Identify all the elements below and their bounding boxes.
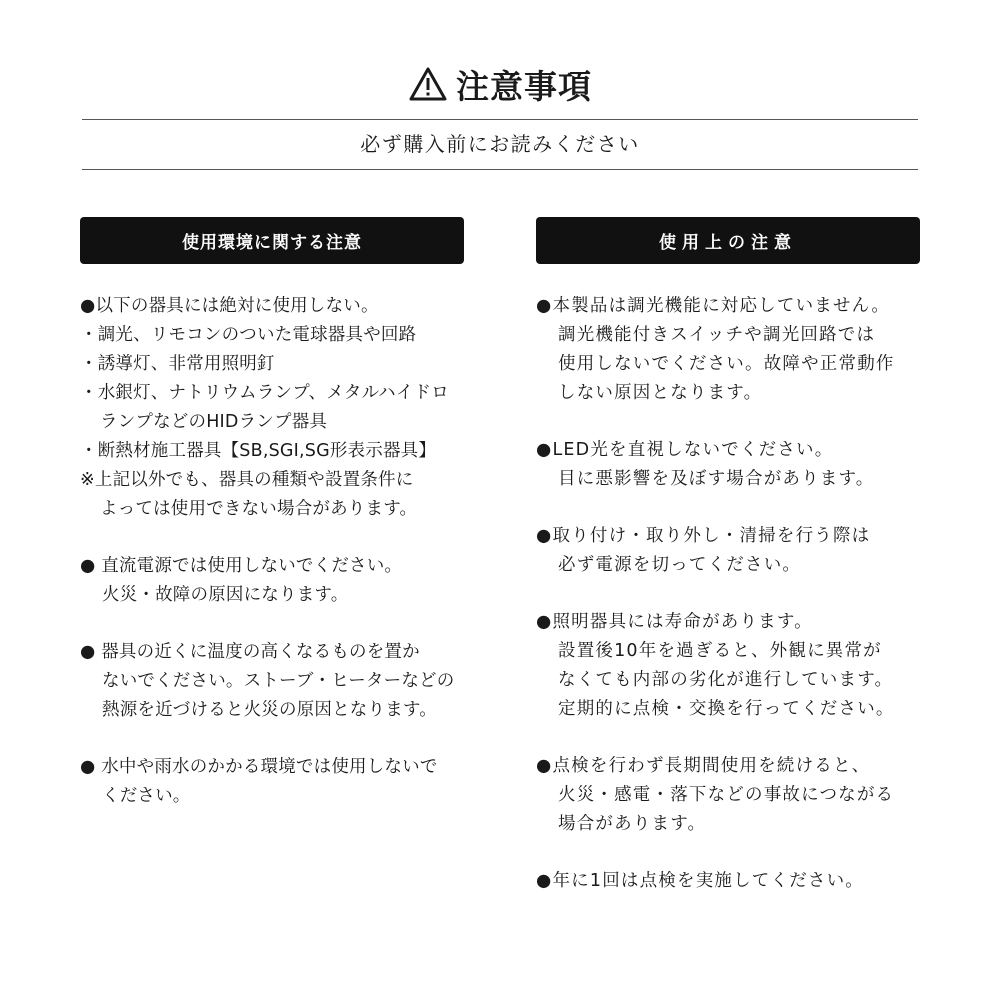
note-line: ランプなどのHIDランプ器具 bbox=[100, 412, 328, 432]
divider-bottom bbox=[82, 169, 918, 170]
note-line: よっては使用できない場合があります。 bbox=[100, 499, 418, 519]
left-column bbox=[80, 217, 464, 839]
title-text: 注意事項 bbox=[456, 66, 592, 106]
section-header-usage: 使用上の注意 bbox=[536, 217, 920, 264]
note-line: ・断熱材施工器具【SB,SGI,SG形表示器具】 bbox=[80, 441, 437, 461]
note-line: 設置後10年を過ぎると、外観に異常が bbox=[558, 641, 882, 661]
note-line: ・調光、リモコンのついた電球器具や回路 bbox=[80, 325, 417, 345]
note-line: 必ず電源を切ってください。 bbox=[558, 555, 802, 575]
divider-top bbox=[82, 119, 918, 120]
page-title bbox=[0, 52, 1000, 116]
note-line: ●年に1回は点検を実施してください。 bbox=[536, 871, 865, 891]
section-header-environment: 使用環境に関する注意 bbox=[80, 217, 464, 264]
note-line: ●照明器具には寿命があります。 bbox=[536, 612, 813, 632]
note-line: 場合があります。 bbox=[558, 814, 707, 834]
note-line: なくても内部の劣化が進行しています。 bbox=[558, 670, 894, 690]
note-group bbox=[80, 552, 464, 610]
note-group bbox=[536, 292, 920, 408]
note-group bbox=[536, 522, 920, 580]
note-line: 火災・感電・落下などの事故につながる bbox=[558, 785, 895, 805]
note-line: ● 直流電源では使用しないでください。 bbox=[80, 556, 403, 576]
note-line: しない原因となります。 bbox=[558, 383, 763, 403]
note-group bbox=[80, 292, 464, 524]
note-line: 火災・故障の原因になります。 bbox=[102, 585, 349, 605]
note-line: 使用しないでください。故障や正常動作 bbox=[558, 354, 895, 374]
note-group bbox=[80, 638, 464, 725]
environment-notes bbox=[80, 292, 464, 811]
note-group bbox=[536, 752, 920, 839]
note-line: ●取り付け・取り外し・清掃を行う際は bbox=[536, 526, 871, 546]
note-line: ・水銀灯、ナトリウムランプ、メタルハイドロ bbox=[80, 383, 449, 403]
usage-notes bbox=[536, 292, 920, 896]
subtitle: 必ず購入前にお読みください bbox=[360, 132, 640, 156]
warning-triangle-icon bbox=[408, 66, 448, 102]
note-line: 調光機能付きスイッチや調光回路では bbox=[558, 325, 876, 345]
note-line: ないでください。ストーブ・ヒーターなどの bbox=[102, 671, 455, 691]
note-line: ・誘導灯、非常用照明釘 bbox=[80, 354, 275, 374]
note-line: ● 水中や雨水のかかる環境では使用しないで bbox=[80, 757, 438, 777]
note-group bbox=[80, 753, 464, 811]
note-line: ください。 bbox=[102, 786, 191, 806]
note-line: ● 器具の近くに温度の高くなるものを置か bbox=[80, 642, 420, 662]
note-line: ●LED光を直視しないでください。 bbox=[536, 440, 834, 460]
note-line: ●点検を行わず長期間使用を続けると、 bbox=[536, 756, 871, 776]
note-group bbox=[536, 608, 920, 724]
note-group bbox=[536, 867, 920, 896]
right-column bbox=[536, 217, 920, 924]
note-line: 目に悪影響を及ぼす場合があります。 bbox=[558, 469, 875, 489]
note-group bbox=[536, 436, 920, 494]
note-line: ●本製品は調光機能に対応していません。 bbox=[536, 296, 891, 316]
note-line: ●以下の器具には絶対に使用しない。 bbox=[80, 296, 379, 316]
note-line: 熱源を近づけると火災の原因となります。 bbox=[102, 700, 437, 720]
note-line: 定期的に点検・交換を行ってください。 bbox=[558, 699, 895, 719]
note-line: ※上記以外でも、器具の種類や設置条件に bbox=[80, 470, 414, 490]
